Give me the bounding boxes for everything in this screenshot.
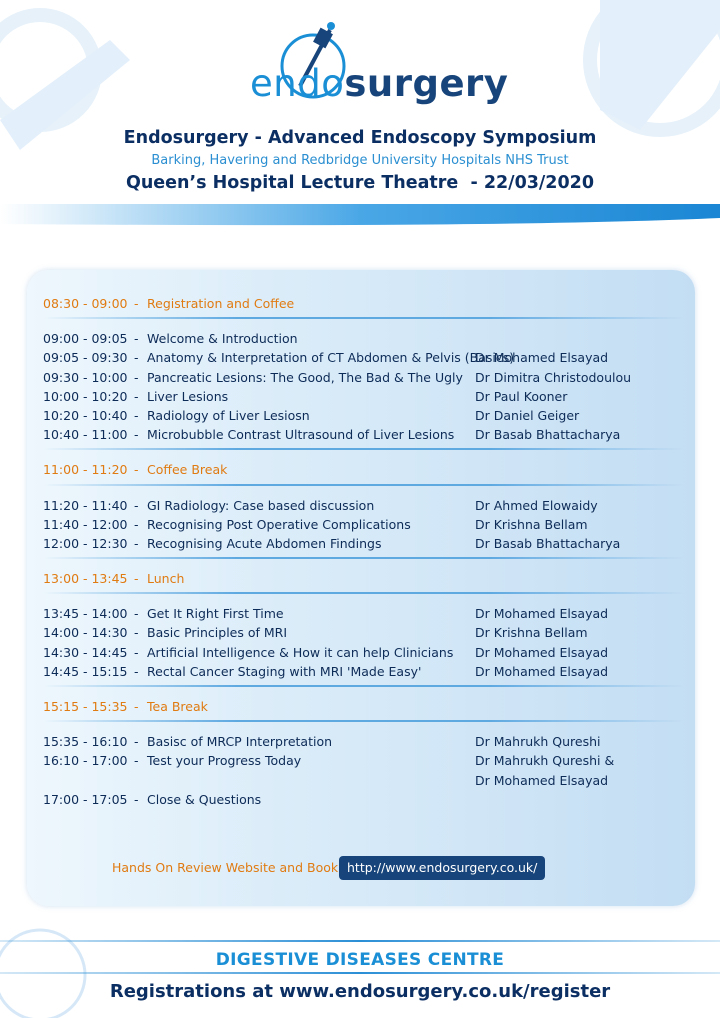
schedule-break-row [43, 294, 683, 313]
session-title: GI Radiology: Case based discussion [147, 497, 375, 513]
session-title: Radiology of Liver Lesiosn [147, 407, 310, 423]
session-time: 15:15 - 15:35 [43, 699, 128, 714]
schedule-divider [43, 685, 683, 687]
schedule-row [43, 643, 683, 662]
time-separator: - [134, 535, 139, 551]
schedule-list [43, 294, 683, 809]
schedule-row [43, 406, 683, 425]
digestive-diseases-centre: DIGESTIVE DISEASES CENTRE [215, 950, 505, 970]
time-separator: - [134, 791, 139, 807]
session-title: Close & Questions [147, 791, 262, 807]
session-time: 14:45 - 15:15 [43, 663, 128, 679]
schedule-divider [43, 557, 683, 559]
symposium-title: Endosurgery - Advanced Endoscopy Symposium [123, 128, 597, 148]
session-title: Basic Principles of MRI [147, 625, 288, 641]
hands-on-label: Hands On Review Website and Book [112, 860, 339, 875]
schedule-break-row [43, 697, 683, 716]
session-title: Anatomy & Interpretation of CT Abdomen & Pelvis (Basics) [147, 350, 515, 366]
schedule-row [43, 790, 683, 809]
session-speaker: Dr Mohamed Elsayad [475, 644, 609, 660]
session-time: 10:20 - 10:40 [43, 407, 128, 423]
session-title: Pancreatic Lesions: The Good, The Bad & The Ugly [147, 369, 463, 385]
logo-endo: endo [250, 62, 345, 105]
session-time: 12:00 - 12:30 [43, 535, 128, 551]
session-time: 16:10 - 17:00 [43, 753, 128, 769]
time-separator: - [134, 427, 139, 443]
venue-date: Queen’s Hospital Lecture Theatre - 22/03/2020 [125, 173, 595, 193]
schedule-row [43, 604, 683, 623]
logo-wordmark [250, 62, 508, 105]
session-speaker: Dr Krishna Bellam [475, 625, 588, 641]
session-title: Tea Break [147, 699, 208, 714]
time-separator: - [134, 388, 139, 404]
schedule-divider [43, 484, 683, 486]
session-time: 09:00 - 09:05 [43, 331, 128, 347]
session-title: Basisc of MRCP Interpretation [147, 734, 333, 750]
schedule-divider [43, 317, 683, 319]
session-speaker: Dr Dimitra Christodoulou [475, 369, 632, 385]
session-speaker: Dr Krishna Bellam [475, 516, 588, 532]
time-separator: - [134, 331, 139, 347]
schedule-row [43, 623, 683, 642]
schedule-row [43, 751, 683, 770]
session-speaker: Dr Basab Bhattacharya [475, 535, 621, 551]
session-speaker: Dr Ahmed Elowaidy [475, 497, 598, 513]
time-separator: - [134, 606, 139, 622]
session-title: Microbubble Contrast Ultrasound of Liver Lesions [147, 427, 455, 443]
time-separator: - [134, 644, 139, 660]
footer-decorative-lines [0, 935, 720, 1018]
schedule-divider [43, 720, 683, 722]
time-separator: - [134, 753, 139, 769]
time-separator: - [134, 350, 139, 366]
logo-surgery: surgery [344, 62, 509, 105]
session-time: 17:00 - 17:05 [43, 791, 128, 807]
schedule-divider [43, 592, 683, 594]
website-link[interactable]: http://www.endosurgery.co.uk/ [339, 856, 545, 880]
session-speaker: Dr Basab Bhattacharya [475, 427, 621, 443]
session-title: Test your Progress Today [147, 753, 302, 769]
time-separator: - [134, 663, 139, 679]
session-time: 09:05 - 09:30 [43, 350, 128, 366]
session-time: 10:00 - 10:20 [43, 388, 128, 404]
time-separator: - [134, 407, 139, 423]
session-title: Liver Lesions [147, 388, 229, 404]
session-time: 11:00 - 11:20 [43, 462, 128, 478]
session-time: 15:35 - 16:10 [43, 734, 128, 750]
schedule-row [43, 496, 683, 515]
session-speaker: Dr Mohamed Elsayad [475, 663, 609, 679]
schedule-row [43, 348, 683, 367]
schedule-row [43, 368, 683, 387]
session-title: Recognising Acute Abdomen Findings [147, 535, 382, 551]
session-speaker: Dr Mohamed Elsayad [475, 350, 609, 366]
session-title: Welcome & Introduction [147, 331, 298, 347]
session-title: Get It Right First Time [147, 606, 284, 622]
schedule-divider [43, 448, 683, 450]
schedule-row [43, 771, 683, 790]
session-speaker: Dr Mohamed Elsayad [475, 606, 609, 622]
session-time: 14:30 - 14:45 [43, 644, 128, 660]
session-time: 10:40 - 11:00 [43, 427, 128, 443]
session-speaker: Dr Mohamed Elsayad [475, 772, 609, 788]
session-title: Rectal Cancer Staging with MRI 'Made Easy' [147, 663, 422, 679]
session-title: Coffee Break [147, 462, 228, 478]
time-separator: - [134, 734, 139, 750]
session-speaker: Dr Daniel Geiger [475, 407, 580, 423]
session-time: 08:30 - 09:00 [43, 296, 128, 311]
session-title: Recognising Post Operative Complications [147, 516, 411, 532]
session-time: 11:20 - 11:40 [43, 497, 128, 513]
session-speaker: Dr Mahrukh Qureshi & [475, 753, 615, 769]
header-blue-bar [0, 204, 720, 234]
time-separator: - [134, 516, 139, 532]
time-separator: - [134, 699, 139, 714]
schedule-break-row [43, 460, 683, 479]
session-speaker: Dr Paul Kooner [475, 388, 568, 404]
schedule-row [43, 662, 683, 681]
registration-info: Registrations at www.endosurgery.co.uk/register [109, 981, 611, 1002]
time-separator: - [134, 369, 139, 385]
schedule-break-row [43, 569, 683, 588]
session-title: Registration and Coffee [147, 296, 295, 311]
session-title: Lunch [147, 571, 185, 587]
session-time: 13:45 - 14:00 [43, 606, 128, 622]
schedule-row [43, 732, 683, 751]
session-time: 13:00 - 13:45 [43, 571, 128, 587]
session-time: 09:30 - 10:00 [43, 369, 128, 385]
schedule-row [43, 387, 683, 406]
schedule-row [43, 534, 683, 553]
time-separator: - [134, 497, 139, 513]
trust-name: Barking, Havering and Redbridge University Hospitals NHS Trust [151, 153, 569, 168]
time-separator: - [134, 296, 139, 311]
time-separator: - [134, 571, 139, 587]
time-separator: - [134, 462, 139, 478]
session-speaker: Dr Mahrukh Qureshi [475, 734, 601, 750]
time-separator: - [134, 625, 139, 641]
session-title: Artificial Intelligence & How it can help Clinicians [147, 644, 454, 660]
session-time: 14:00 - 14:30 [43, 625, 128, 641]
schedule-row [43, 515, 683, 534]
schedule-row [43, 329, 683, 348]
schedule-row [43, 425, 683, 444]
session-time: 11:40 - 12:00 [43, 516, 128, 532]
